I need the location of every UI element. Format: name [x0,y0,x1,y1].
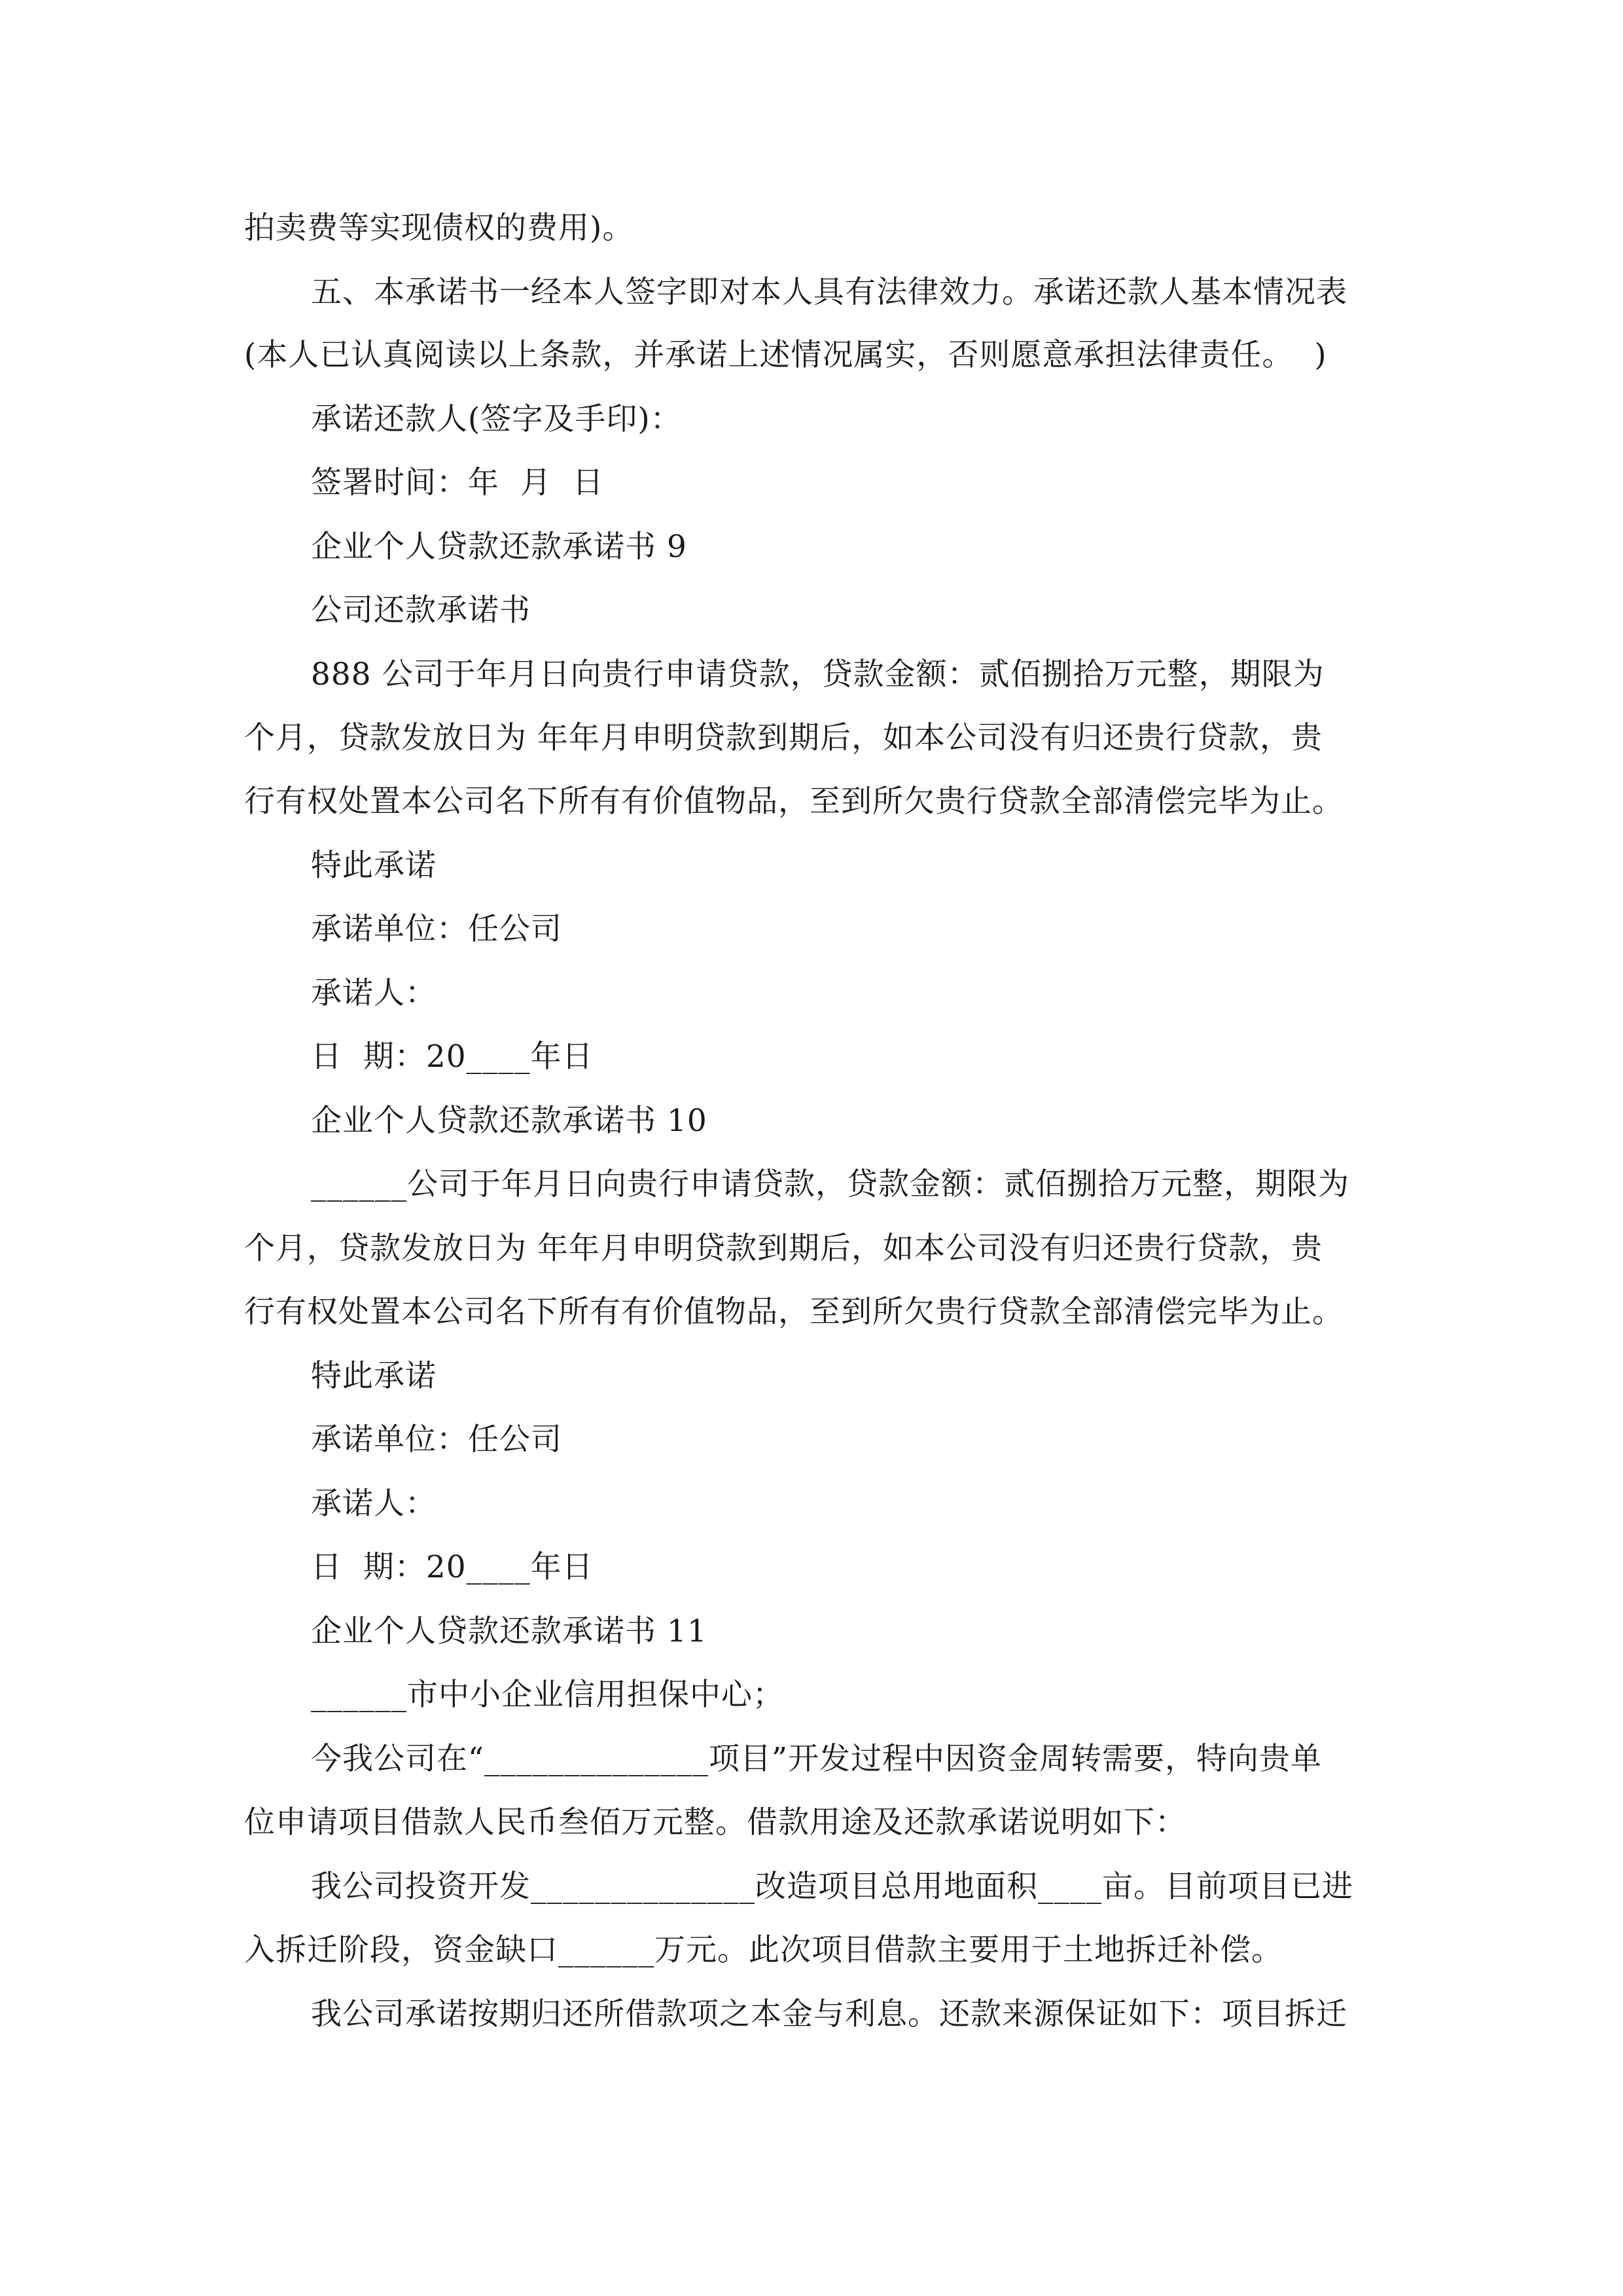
text-line: 个月，贷款发放日为 年年月申明贷款到期后，如本公司没有归还贵行贷款，贵 [244,720,1323,756]
text-line: 行有权处置本公司名下所有有价值物品，至到所欠贵行贷款全部清偿完毕为止。 [244,1294,1344,1330]
section-heading: 企业个人贷款还款承诺书 11 [311,1613,707,1649]
text-line: 特此承诺 [311,848,437,884]
text-line: 签署时间：年 月 日 [311,465,604,501]
text-line: ______公司于年月日向贵行申请贷款，贷款金额：贰佰捌拾万元整，期限为 [311,1166,1349,1202]
text-line: 个月，贷款发放日为 年年月申明贷款到期后，如本公司没有归还贵行贷款，贵 [244,1230,1323,1266]
text-line: (本人已认真阅读以上条款，并承诺上述情况属实，否则愿意承担法律责任。 ) [244,337,1327,373]
text-line: 日 期：20____年日 [311,1549,594,1585]
text-line: ______市中小企业信用担保中心； [311,1677,784,1713]
text-line: 我公司承诺按期归还所借款项之本金与利息。还款来源保证如下：项目拆迁 [311,1996,1347,2032]
text-line: 今我公司在“______________项目”开发过程中因资金周转需要，特向贵单 [311,1741,1323,1777]
text-line: 承诺单位：任公司 [311,1422,562,1458]
text-line: 承诺单位：任公司 [311,911,562,947]
text-line: 我公司投资开发______________改造项目总用地面积____亩。目前项目已进 [311,1869,1353,1905]
section-heading: 企业个人贷款还款承诺书 10 [311,1103,707,1139]
text-line: 行有权处置本公司名下所有有价值物品，至到所欠贵行贷款全部清偿完毕为止。 [244,783,1344,819]
text-line: 五、本承诺书一经本人签字即对本人具有法律效力。承诺还款人基本情况表 [311,274,1347,310]
document-title: 公司还款承诺书 [311,592,531,628]
section-heading: 企业个人贷款还款承诺书 9 [311,529,687,565]
text-line: 承诺人： [311,975,437,1011]
text-line: 日 期：20____年日 [311,1039,594,1075]
text-line: 承诺还款人(签字及手印)： [311,401,682,437]
text-line: 入拆迁阶段，资金缺口______万元。此次项目借款主要用于土地拆迁补偿。 [244,1932,1283,1968]
text-line: 拍卖费等实现债权的费用)。 [244,210,634,246]
text-line: 位申请项目借款人民币叁佰万元整。借款用途及还款承诺说明如下： [244,1804,1186,1840]
text-line: 承诺人： [311,1486,437,1522]
text-line: 特此承诺 [311,1358,437,1394]
text-line: 888 公司于年月日向贵行申请贷款，贷款金额：贰佰捌拾万元整，期限为 [311,656,1325,692]
